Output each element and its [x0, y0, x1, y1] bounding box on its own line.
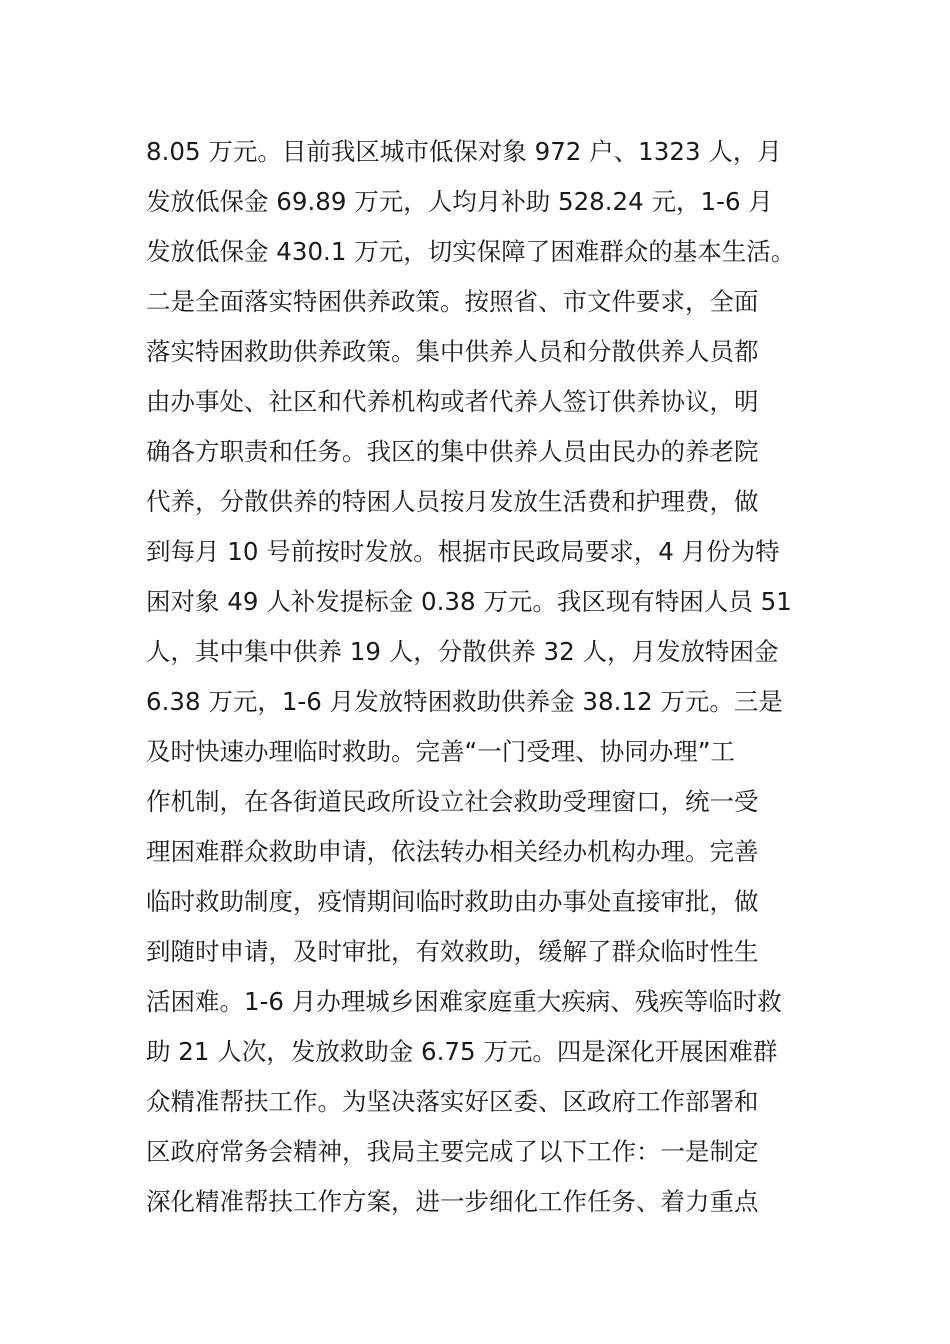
text-line: 确各方职责和任务。我区的集中供养人员由民办的养老院	[146, 437, 759, 466]
text-line: 及时快速办理临时救助。完善“一门受理、协同办理”工	[146, 737, 735, 766]
text-line: 二是全面落实特困供养政策。按照省、市文件要求，全面	[146, 287, 759, 316]
text-line: 到随时申请，及时审批，有效救助，缓解了群众临时性生	[146, 937, 759, 966]
text-line: 落实特困救助供养政策。集中供养人员和分散供养人员都	[146, 337, 759, 366]
text-line: 由办事处、社区和代养机构或者代养人签订供养协议，明	[146, 387, 759, 416]
text-line: 发放低保金 69.89 万元，人均月补助 528.24 元，1-6 月	[146, 187, 773, 216]
text-line: 发放低保金 430.1 万元，切实保障了困难群众的基本生活。	[146, 237, 796, 266]
text-line: 6.38 万元，1-6 月发放特困救助供养金 38.12 万元。三是	[146, 687, 783, 716]
text-line: 助 21 人次，发放救助金 6.75 万元。四是深化开展困难群	[146, 1037, 778, 1066]
text-line: 区政府常务会精神，我局主要完成了以下工作：一是制定	[146, 1137, 759, 1166]
text-line: 到每月 10 号前按时发放。根据市民政局要求，4 月份为特	[146, 537, 780, 566]
text-line: 8.05 万元。目前我区城市低保对象 972 户、1323 人，月	[146, 137, 782, 166]
text-line: 困对象 49 人补发提标金 0.38 万元。我区现有特困人员 51	[146, 587, 792, 616]
text-line: 代养，分散供养的特困人员按月发放生活费和护理费，做	[146, 487, 759, 516]
text-line: 活困难。1-6 月办理城乡困难家庭重大疾病、残疾等临时救	[146, 987, 782, 1016]
text-line: 理困难群众救助申请，依法转办相关经办机构办理。完善	[146, 837, 759, 866]
text-line: 深化精准帮扶工作方案，进一步细化工作任务、着力重点	[146, 1187, 759, 1216]
text-line: 众精准帮扶工作。为坚决落实好区委、区政府工作部署和	[146, 1087, 759, 1116]
text-line: 临时救助制度，疫情期间临时救助由办事处直接审批，做	[146, 887, 759, 916]
text-line: 作机制，在各街道民政所设立社会救助受理窗口，统一受	[146, 787, 759, 816]
body-paragraph	[146, 127, 866, 1227]
text-line: 人，其中集中供养 19 人，分散供养 32 人，月发放特困金	[146, 637, 779, 666]
